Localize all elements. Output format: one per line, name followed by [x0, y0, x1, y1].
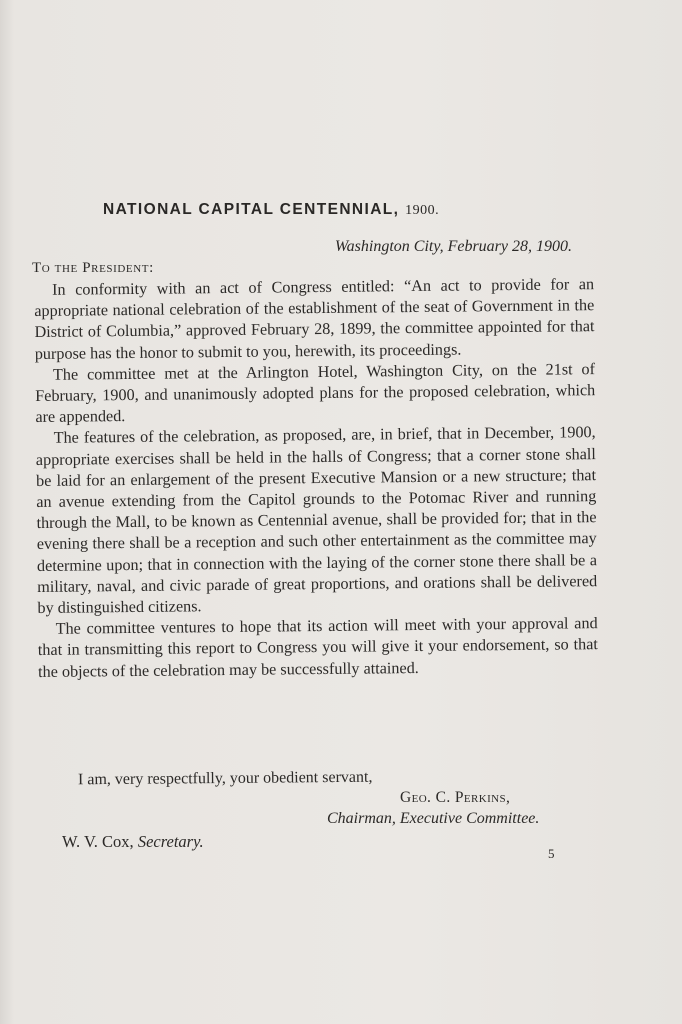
page-title: [103, 201, 439, 219]
paragraph: In conformity with an act of Congress entitled: “An act to provide for an appropriate national celebration of the establishment of the seat of Government in the District of Columbia,” approved February 28, 1899, the committee appointed for that purpose has the honor to submit to you, herewith, its proceedings.: [34, 275, 595, 363]
dateline: Washington City, February 28, 1900.: [334, 238, 572, 255]
secretary-signature: [62, 832, 204, 852]
paragraph: The committee ventures to hope that its action will meet with your approval and that in transmitting this report to Congress you will give it your endorsement, so that the objects of the celebration may be successfully attained.: [37, 614, 598, 681]
signer-title: Chairman, Executive Committee.: [327, 810, 540, 827]
salutation: To the President:: [32, 260, 154, 276]
secretary-name: W. V. Cox,: [62, 832, 134, 851]
paragraph: The committee met at the Arlington Hotel, Washington City, on the 21st of February, 1900, and unanimously adopted plans for the proposed celebration, which are appended.: [35, 359, 596, 427]
title-text: NATIONAL CAPITAL CENTENNIAL,: [103, 201, 400, 218]
title-year: 1900.: [405, 203, 440, 218]
page-number: 5: [548, 846, 555, 861]
letter-body: [34, 274, 598, 683]
paragraph: The features of the celebration, as proposed, are, in brief, that in December, 1900, appropriate exercises shall be held in the halls of Congress; that a corner stone shall be laid for an enlargement of the present Executive Mansion or a new structure; that an avenue extending from the Capitol grounds to the Potomac River and running through the Mall, to be known as Centennial avenue, shall be provided for; that in the evening there shall be a reception and such other entertainment as the committee may determine upon; that in connection with the laying of the corner stone there shall be a military, naval, and civic parade of great proportions, and orations shall be delivered by distinguished citizens.: [35, 423, 598, 618]
secretary-role: Secretary.: [137, 832, 204, 851]
closing-line: I am, very respectfully, your obedient servant,: [77, 768, 373, 789]
signer-name: Geo. C. Perkins,: [400, 789, 511, 806]
